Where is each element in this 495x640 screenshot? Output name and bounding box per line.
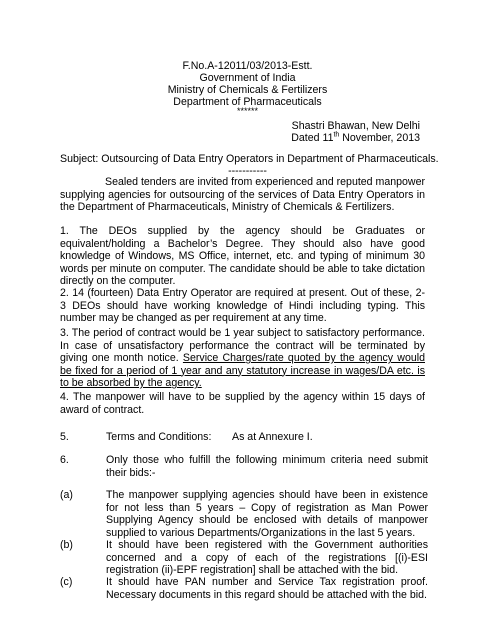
paragraph-3-underlined: Service Charges/rate quoted by the agency would be fixed for a period of 1 year and any statutory increase in wages/DA etc. is to be absorbed by the agency. bbox=[60, 352, 425, 389]
criteria-a-text: The manpower supplying agencies should have been in existence for not less than 5 years – Copy of registration as Man Power Supplying Agency should be enclosed with details of manpower supplied to various Departments/Organizations in the last 5 years. bbox=[106, 489, 428, 539]
paragraph-6-text: Only those who fulfill the following minimum criteria need submit their bids:- bbox=[106, 454, 428, 479]
criteria-a-label: (a) bbox=[60, 489, 73, 501]
criteria-c-label: (c) bbox=[60, 576, 73, 588]
date-superscript: th bbox=[333, 131, 340, 139]
department-line: Department of Pharmaceuticals bbox=[173, 96, 322, 108]
stars-separator: ****** bbox=[236, 106, 258, 116]
paragraph-3 bbox=[60, 327, 425, 390]
subject-line: Subject: Outsourcing of Data Entry Operators in Department of Pharmaceuticals. bbox=[60, 153, 439, 165]
criteria-c-text: It should have PAN number and Service Tax registration proof. Necessary documents in this regard should be attached with the bid. bbox=[106, 576, 428, 601]
intro-paragraph: Sealed tenders are invited from experienced and reputed manpower supplying agencies for outsourcing of the services of Data Entry Operators in the Department of Pharmaceuticals, Ministry of Chemicals & Fertilizers. bbox=[60, 176, 425, 213]
date-prefix: Dated 11 bbox=[291, 132, 334, 144]
criteria-b-label: (b) bbox=[60, 539, 73, 551]
paragraph-4: 4. The manpower will have to be supplied by the agency within 15 days of award of contract. bbox=[60, 391, 425, 416]
paragraph-2: 2. 14 (fourteen) Data Entry Operator are required at present. Out of these, 2-3 DEOs should have working knowledge of Hindi including typing. This number may be changed as per requirement at any time. bbox=[60, 287, 425, 324]
paragraph-6-number: 6. bbox=[60, 454, 69, 466]
paragraph-5-number: 5. bbox=[60, 431, 69, 443]
government-line: Government of India bbox=[199, 72, 296, 84]
paragraph-1: 1. The DEOs supplied by the agency should be Graduates or equivalent/holding a Bachelor’s Degree. They should also have good knowledge of Windows, MS Office, internet, etc. and typing of minimum 30 words per minute on computer. The candidate should be able to take dictation directly on the computer. bbox=[60, 225, 425, 287]
place-line: Shastri Bhawan, New Delhi bbox=[291, 120, 420, 132]
date-suffix: November, 2013 bbox=[339, 132, 420, 144]
dashes-separator: ----------- bbox=[228, 165, 267, 177]
date-line bbox=[291, 132, 420, 145]
paragraph-5-value: As at Annexure I. bbox=[232, 431, 313, 443]
paragraph-5-label: Terms and Conditions: bbox=[106, 431, 212, 443]
criteria-b-text: It should have been registered with the Government authorities concerned and a copy of each of the registrations [(i)-ESI registration (ii)-EPF registration] shall be attached with the bid. bbox=[106, 539, 428, 576]
file-number: F.No.A-12011/03/2013-Estt. bbox=[182, 60, 313, 72]
paragraph-3-text: 3. The period of contract would be 1 year subject to satisfactory performance. In case of unsatisfactory performance the contract will be terminated by giving one month notice. bbox=[60, 327, 425, 364]
ministry-line: Ministry of Chemicals & Fertilizers bbox=[167, 84, 328, 96]
